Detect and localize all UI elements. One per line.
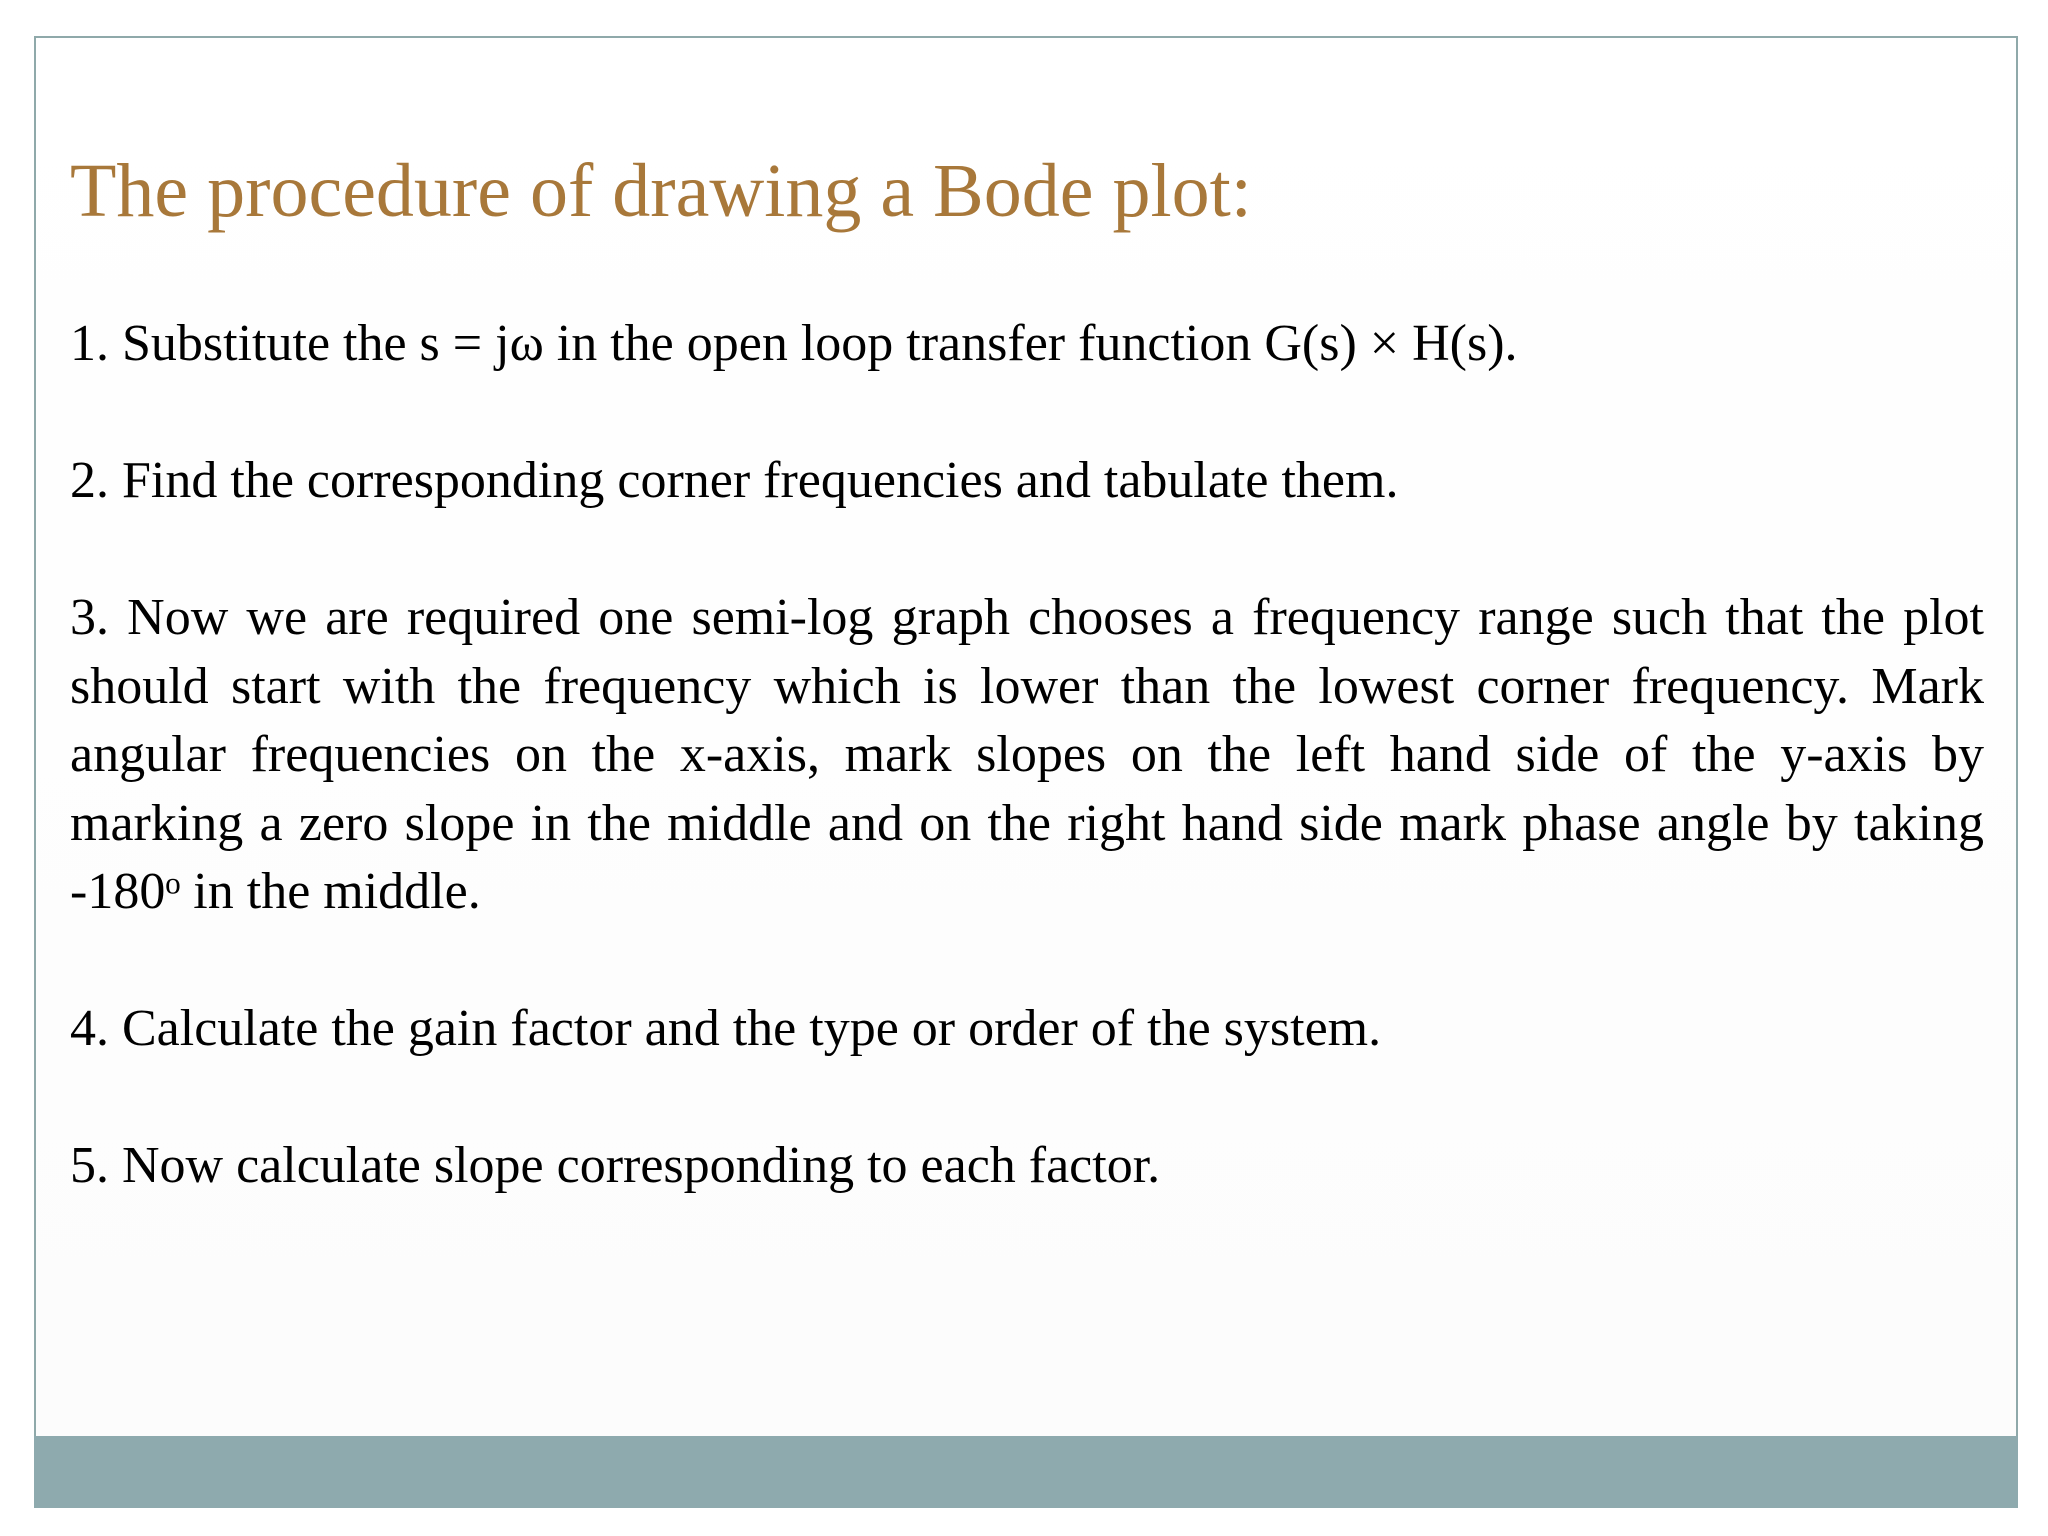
step-2: 2. Find the corresponding corner frequencies and tabulate them. <box>70 452 1399 509</box>
step-4: 4. Calculate the gain factor and the type or order of the system. <box>70 1000 1382 1057</box>
step-3: 3. Now we are required one semi-log graph chooses a frequency range such that the plot should start with the frequency which is lower than the lowest corner frequency. Mark angular frequencies on the x-axis, mark slopes on the left hand side of the y-axis by marking a zero slope in the middle and on the right hand side mark phase angle by taking -180ᵒ in the middle. <box>70 589 1984 920</box>
slide-title: The procedure of drawing a Bode plot: <box>70 149 1252 233</box>
step-1: 1. Substitute the s = jω in the open loop transfer function G(s) × H(s). <box>70 315 1518 372</box>
footer-bar <box>34 1436 2018 1508</box>
slide-body <box>70 310 1984 1269</box>
step-5: 5. Now calculate slope corresponding to each factor. <box>70 1137 1161 1194</box>
